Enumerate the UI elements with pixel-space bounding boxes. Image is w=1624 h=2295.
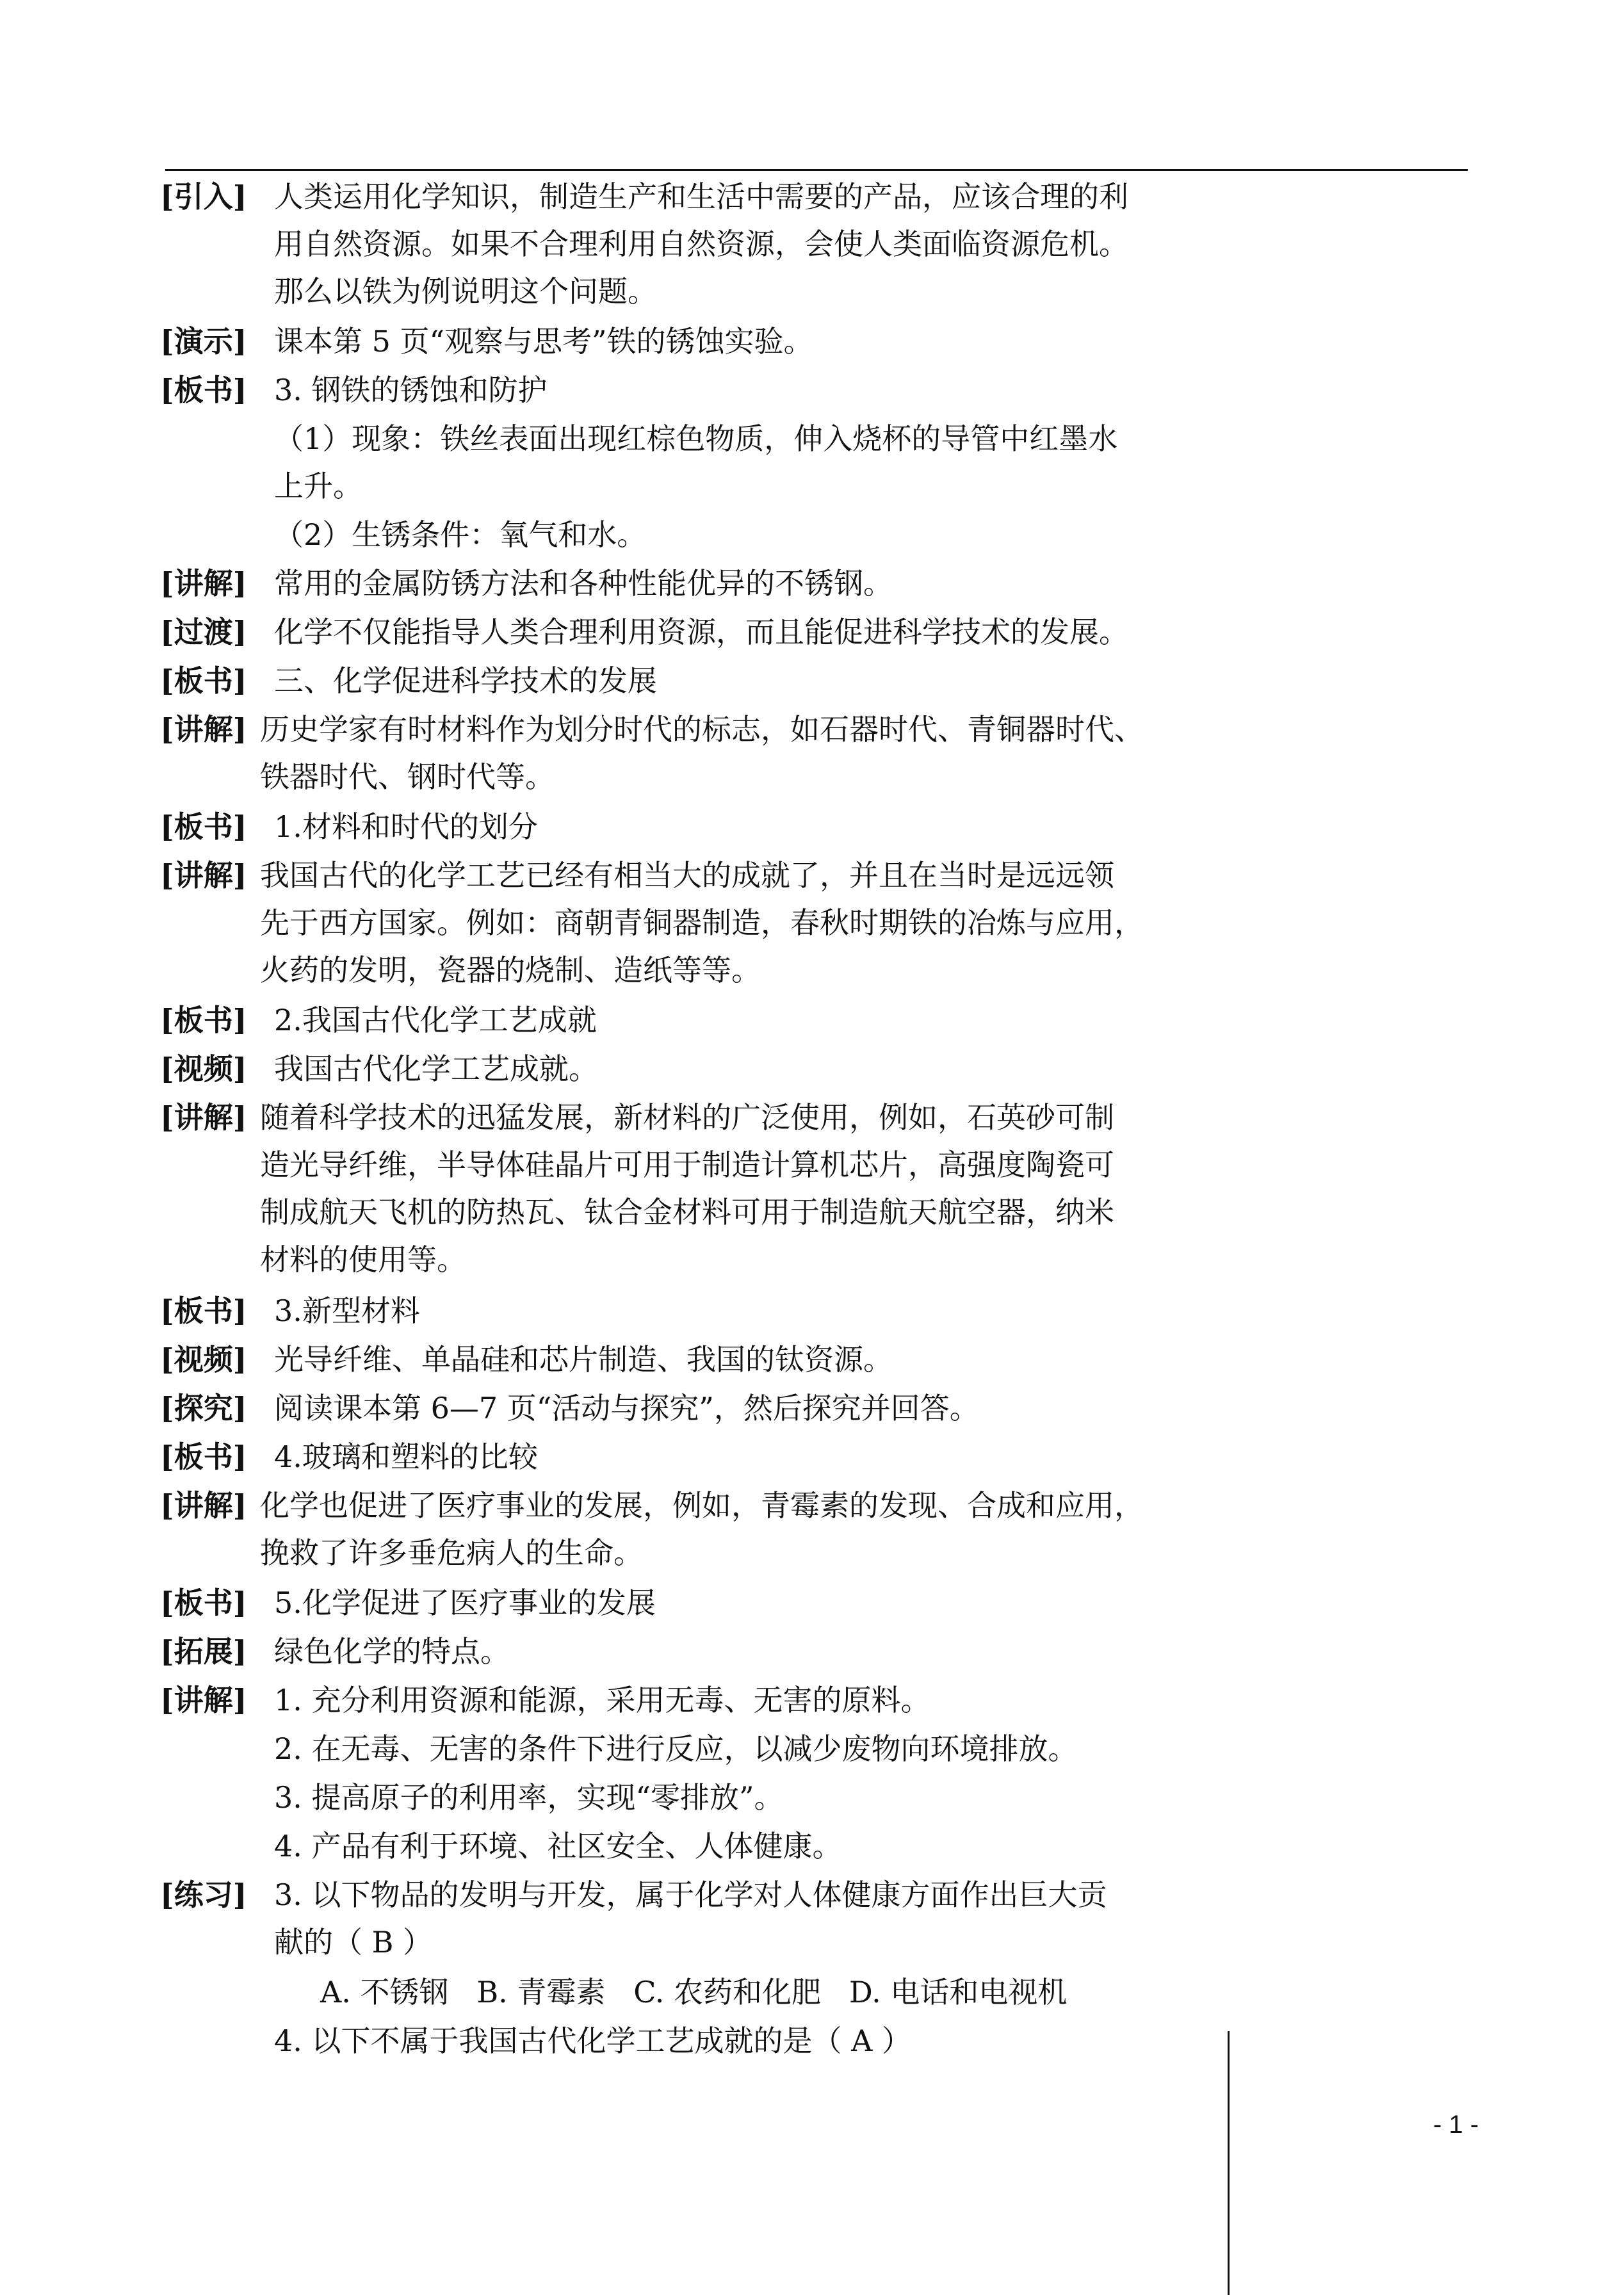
- green-chemistry-point: 2. 在无毒、无害的条件下进行反应，以减少废物向环境排放。: [274, 1731, 1078, 1766]
- entry-text: 常用的金属防锈方法和各种性能优异的不锈钢。: [274, 566, 893, 601]
- entry-tag: [引入]: [160, 179, 247, 214]
- entry-text: 三、化学促进科学技术的发展: [274, 663, 657, 698]
- entry-text: 光导纤维、单晶硅和芯片制造、我国的钛资源。: [274, 1342, 893, 1377]
- entry-text: 我国古代的化学工艺已经有相当大的成就了，并且在当时是远远领 先于西方国家。例如：商朝青铜器制造，春秋时期铁的冶炼与应用， 火药的发明，瓷器的烧制、造纸等等。: [260, 858, 1144, 987]
- entry-text: 我国古代化学工艺成就。: [274, 1051, 598, 1086]
- entry-text: 5.化学促进了医疗事业的发展: [274, 1585, 656, 1620]
- entry-tag: [讲解]: [160, 858, 247, 893]
- entry-tag: [讲解]: [160, 712, 247, 747]
- entry-text: 课本第 5 页“观察与思考”铁的锈蚀实验。: [274, 324, 813, 359]
- entry-text: 3. 以下物品的发明与开发，属于化学对人体健康方面作出巨大贡 献的（ B ）: [274, 1877, 1107, 1959]
- green-chemistry-point: 3. 提高原子的利用率，实现“零排放”。: [274, 1780, 784, 1815]
- entry-text: 随着科学技术的迅猛发展，新材料的广泛使用，例如，石英砂可制 造光导纤维，半导体硅晶片可用于制造计算机芯片，高强度陶瓷可 制成航天飞机的防热瓦、钛合金材料可用于制造航天航空器，纳米 材料的使用等。: [260, 1100, 1114, 1277]
- entry-text: 历史学家有时材料作为划分时代的标志，如石器时代、青铜器时代、 铁器时代、钢时代等。: [260, 712, 1144, 794]
- entry-text: 化学也促进了医疗事业的发展，例如，青霉素的发现、合成和应用， 挽救了许多垂危病人的生命。: [260, 1488, 1144, 1570]
- entry-text: 化学不仅能指导人类合理利用资源，而且能促进科学技术的发展。: [274, 615, 1128, 649]
- entry-text: 1. 充分利用资源和能源，采用无毒、无害的原料。: [274, 1683, 930, 1717]
- entry-tag: [视频]: [160, 1051, 247, 1086]
- entry-tag: [讲解]: [160, 1100, 247, 1135]
- exercise-question: 4. 以下不属于我国古代化学工艺成就的是（ A ）: [274, 2023, 911, 2058]
- entry-text: 绿色化学的特点。: [274, 1634, 510, 1669]
- entry-tag: [讲解]: [160, 1683, 247, 1717]
- entry-text: 3. 钢铁的锈蚀和防护: [274, 373, 548, 407]
- entry-tag: [视频]: [160, 1342, 247, 1377]
- entry-text: 4.玻璃和塑料的比较: [274, 1439, 538, 1474]
- entry-tag: [练习]: [160, 1877, 247, 1912]
- exercise-options: A. 不锈钢 B. 青霉素 C. 农药和化肥 D. 电话和电视机: [320, 1975, 1068, 2009]
- entry-tag: [过渡]: [160, 615, 247, 649]
- page-number: - 1 -: [1433, 2111, 1479, 2139]
- entry-tag: [板书]: [160, 809, 247, 844]
- entry-tag: [板书]: [160, 1293, 247, 1328]
- entry-tag: [板书]: [160, 663, 247, 698]
- entry-tag: [拓展]: [160, 1634, 247, 1669]
- green-chemistry-point: 4. 产品有利于环境、社区安全、人体健康。: [274, 1829, 842, 1863]
- entry-tag: [演示]: [160, 324, 247, 359]
- entry-text: 阅读课本第 6—7 页“活动与探究”，然后探究并回答。: [274, 1391, 979, 1425]
- entry-tag: [讲解]: [160, 566, 247, 601]
- entry-text: 3.新型材料: [274, 1293, 420, 1328]
- sub-point: （1）现象：铁丝表面出现红棕色物质，伸入烧杯的导管中红墨水 上升。: [274, 421, 1118, 503]
- entry-tag: [探究]: [160, 1391, 247, 1425]
- entry-text: 2.我国古代化学工艺成就: [274, 1003, 597, 1037]
- entry-tag: [讲解]: [160, 1488, 247, 1523]
- entry-tag: [板书]: [160, 1003, 247, 1037]
- entry-text: 1.材料和时代的划分: [274, 809, 538, 844]
- entry-tag: [板书]: [160, 1439, 247, 1474]
- sub-point: （2）生锈条件：氧气和水。: [274, 517, 647, 552]
- entry-tag: [板书]: [160, 373, 247, 407]
- entry-tag: [板书]: [160, 1585, 247, 1620]
- entry-text: 人类运用化学知识，制造生产和生活中需要的产品，应该合理的利 用自然资源。如果不合理利用自然资源，会使人类面临资源危机。 那么以铁为例说明这个问题。: [274, 179, 1128, 309]
